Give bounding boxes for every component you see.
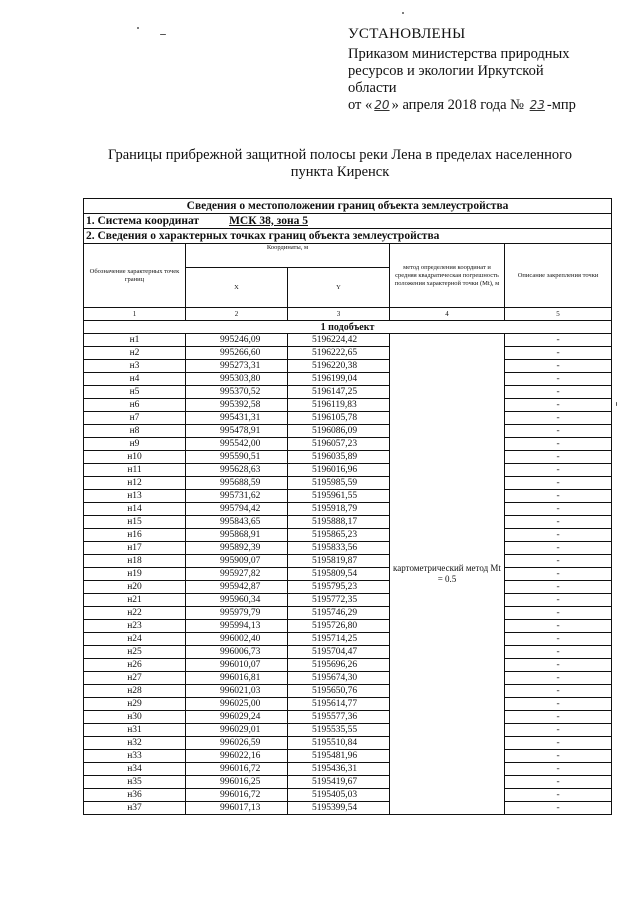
point-name: н22 [84,607,186,620]
approval-line: ресурсов и экологии Иркутской [348,63,544,79]
point-y: 5195399,54 [288,802,390,815]
point-description: - [505,776,612,789]
point-description: - [505,568,612,581]
column-number: 2 [186,308,288,321]
point-x: 995892,39 [186,542,288,555]
point-x: 996016,72 [186,789,288,802]
point-x: 995843,65 [186,516,288,529]
point-description: - [505,789,612,802]
point-y: 5195704,47 [288,646,390,659]
coordinate-system-row [84,214,612,229]
point-x: 996029,01 [186,724,288,737]
point-x: 996021,03 [186,685,288,698]
point-x: 995994,13 [186,620,288,633]
table-row [84,399,612,412]
point-x: 995431,31 [186,412,288,425]
point-name: н37 [84,802,186,815]
table-row [84,789,612,802]
point-x: 995542,00 [186,438,288,451]
point-description: - [505,646,612,659]
point-x: 995478,91 [186,425,288,438]
point-name: н26 [84,659,186,672]
point-name: н4 [84,373,186,386]
point-x: 995392,58 [186,399,288,412]
point-x: 996029,24 [186,711,288,724]
point-name: н19 [84,568,186,581]
table-row [84,763,612,776]
table-row [84,776,612,789]
table-row [84,581,612,594]
order-day: 20 [374,98,390,112]
point-y: 5196222,65 [288,347,390,360]
point-description: - [505,360,612,373]
point-name: н17 [84,542,186,555]
table-row [84,334,612,347]
point-description: - [505,386,612,399]
header-method: метод определения координат и средняя квадратическая погрешность положения характерной точки (Mt), м [390,244,505,308]
point-x: 996016,81 [186,672,288,685]
point-x: 995688,59 [186,477,288,490]
point-y: 5196147,25 [288,386,390,399]
point-y: 5195650,76 [288,685,390,698]
table-row [84,347,612,360]
point-description: - [505,594,612,607]
point-y: 5195714,25 [288,633,390,646]
order-suffix: -мпр [546,97,576,113]
point-y: 5195614,77 [288,698,390,711]
column-number: 3 [288,308,390,321]
coordinate-system-label: 1. Система координат [86,214,200,227]
point-y: 5195535,55 [288,724,390,737]
scan-speck [616,402,617,406]
point-y: 5195481,96 [288,750,390,763]
point-y: 5196086,09 [288,425,390,438]
point-name: н13 [84,490,186,503]
table-row [84,750,612,763]
point-description: - [505,412,612,425]
document-title: Границы прибрежной защитной полосы реки Лена в пределах населенного пункта Киренск [107,147,573,180]
point-x: 995909,07 [186,555,288,568]
table-row [84,464,612,477]
points-section-title: 2. Сведения о характерных точках границ объекта землеустройства [84,229,612,244]
table-row [84,386,612,399]
approval-line: области [348,80,397,96]
point-name: н18 [84,555,186,568]
point-x: 995794,42 [186,503,288,516]
table-row [84,672,612,685]
point-description: - [505,438,612,451]
point-x: 995927,82 [186,568,288,581]
point-y: 5195985,59 [288,477,390,490]
table-row [84,698,612,711]
point-x: 995979,79 [186,607,288,620]
table-row [84,620,612,633]
header-point-name: Обозначение характерных точек границ [84,244,186,308]
point-name: н28 [84,685,186,698]
point-description: - [505,620,612,633]
point-name: н36 [84,789,186,802]
point-name: н21 [84,594,186,607]
point-description: - [505,659,612,672]
point-x: 996016,72 [186,763,288,776]
table-row [84,633,612,646]
table-row [84,737,612,750]
point-name: н16 [84,529,186,542]
table-row [84,802,612,815]
approval-heading: УСТАНОВЛЕНЫ [348,26,466,42]
point-description: - [505,516,612,529]
table-row [84,594,612,607]
point-name: н15 [84,516,186,529]
point-y: 5195795,23 [288,581,390,594]
point-x: 995731,62 [186,490,288,503]
point-y: 5195809,54 [288,568,390,581]
point-name: н9 [84,438,186,451]
point-name: н23 [84,620,186,633]
point-y: 5195961,55 [288,490,390,503]
table-row [84,516,612,529]
scan-speck [160,34,166,35]
point-name: н5 [84,386,186,399]
header-y: Y [288,268,390,308]
point-name: н33 [84,750,186,763]
approval-line: Приказом министерства природных [348,46,570,62]
column-number: 4 [390,308,505,321]
point-y: 5195833,56 [288,542,390,555]
point-description: - [505,490,612,503]
point-description: - [505,750,612,763]
point-y: 5195726,80 [288,620,390,633]
point-y: 5195888,17 [288,516,390,529]
point-x: 996026,59 [186,737,288,750]
point-name: н3 [84,360,186,373]
point-name: н34 [84,763,186,776]
point-description: - [505,542,612,555]
order-date-line [348,97,618,114]
point-name: н29 [84,698,186,711]
point-name: н12 [84,477,186,490]
point-name: н27 [84,672,186,685]
table-row [84,412,612,425]
table-row [84,529,612,542]
boundary-points-table [83,198,612,815]
table-row [84,477,612,490]
point-x: 996006,73 [186,646,288,659]
coordinate-system-value: МСК 38, зона 5 [229,214,308,227]
table-title: Сведения о местоположении границ объекта землеустройства [84,199,612,214]
point-description: - [505,503,612,516]
point-y: 5195577,36 [288,711,390,724]
point-x: 995628,63 [186,464,288,477]
point-name: н20 [84,581,186,594]
table-row [84,646,612,659]
point-y: 5196199,04 [288,373,390,386]
table-row [84,425,612,438]
point-description: - [505,529,612,542]
point-x: 995942,87 [186,581,288,594]
point-y: 5195819,87 [288,555,390,568]
point-y: 5196220,38 [288,360,390,373]
point-x: 995303,80 [186,373,288,386]
point-x: 996022,16 [186,750,288,763]
point-description: - [505,724,612,737]
header-x: X [186,268,288,308]
point-description: - [505,685,612,698]
table-row [84,490,612,503]
point-x: 995273,31 [186,360,288,373]
point-name: н7 [84,412,186,425]
point-description: - [505,399,612,412]
point-name: н35 [84,776,186,789]
point-x: 996002,40 [186,633,288,646]
point-description: - [505,581,612,594]
point-description: - [505,633,612,646]
point-x: 996025,00 [186,698,288,711]
subobject-heading: 1 подобъект [84,321,612,334]
table-row [84,724,612,737]
point-name: н31 [84,724,186,737]
point-description: - [505,425,612,438]
table-row [84,555,612,568]
table-row [84,685,612,698]
point-description: - [505,464,612,477]
point-x: 995868,91 [186,529,288,542]
point-description: - [505,334,612,347]
header-description: Описание закрепления точки [505,244,612,308]
point-description: - [505,451,612,464]
point-y: 5195696,26 [288,659,390,672]
approval-stamp [348,26,618,114]
point-name: н11 [84,464,186,477]
point-description: - [505,698,612,711]
point-description: - [505,711,612,724]
point-y: 5195918,79 [288,503,390,516]
point-x: 995246,09 [186,334,288,347]
table-row [84,542,612,555]
method-value: картометрический метод Mt = 0.5 [390,334,505,815]
table-row [84,607,612,620]
point-y: 5195436,31 [288,763,390,776]
scan-speck [402,12,404,14]
table-row [84,568,612,581]
point-description: - [505,347,612,360]
point-y: 5196035,89 [288,451,390,464]
table-row [84,360,612,373]
point-x: 995266,60 [186,347,288,360]
table-row [84,711,612,724]
column-number: 5 [505,308,612,321]
point-y: 5195746,29 [288,607,390,620]
point-name: н30 [84,711,186,724]
point-x: 995590,51 [186,451,288,464]
point-name: н1 [84,334,186,347]
point-y: 5196224,42 [288,334,390,347]
point-y: 5196016,96 [288,464,390,477]
point-y: 5196057,23 [288,438,390,451]
column-number: 1 [84,308,186,321]
point-name: н8 [84,425,186,438]
point-name: н6 [84,399,186,412]
point-y: 5195674,30 [288,672,390,685]
point-x: 996017,13 [186,802,288,815]
table-row [84,451,612,464]
point-y: 5195865,23 [288,529,390,542]
order-middle: » апреля 2018 года № [391,97,524,113]
point-description: - [505,607,612,620]
table-row [84,438,612,451]
point-name: н10 [84,451,186,464]
point-x: 996010,07 [186,659,288,672]
point-y: 5195419,67 [288,776,390,789]
header-coordinates: Координаты, м [186,244,390,268]
point-description: - [505,672,612,685]
point-y: 5196105,78 [288,412,390,425]
order-number: 23 [529,98,545,112]
point-description: - [505,802,612,815]
point-y: 5196119,83 [288,399,390,412]
order-prefix: от « [348,97,373,113]
scan-speck [137,27,139,29]
point-description: - [505,763,612,776]
table-row [84,373,612,386]
point-description: - [505,373,612,386]
point-name: н2 [84,347,186,360]
table-row [84,659,612,672]
point-description: - [505,737,612,750]
point-x: 996016,25 [186,776,288,789]
point-y: 5195772,35 [288,594,390,607]
point-name: н24 [84,633,186,646]
point-name: н25 [84,646,186,659]
point-description: - [505,477,612,490]
point-y: 5195510,84 [288,737,390,750]
point-x: 995960,34 [186,594,288,607]
point-name: н14 [84,503,186,516]
point-y: 5195405,03 [288,789,390,802]
point-description: - [505,555,612,568]
table-row [84,503,612,516]
point-name: н32 [84,737,186,750]
point-x: 995370,52 [186,386,288,399]
